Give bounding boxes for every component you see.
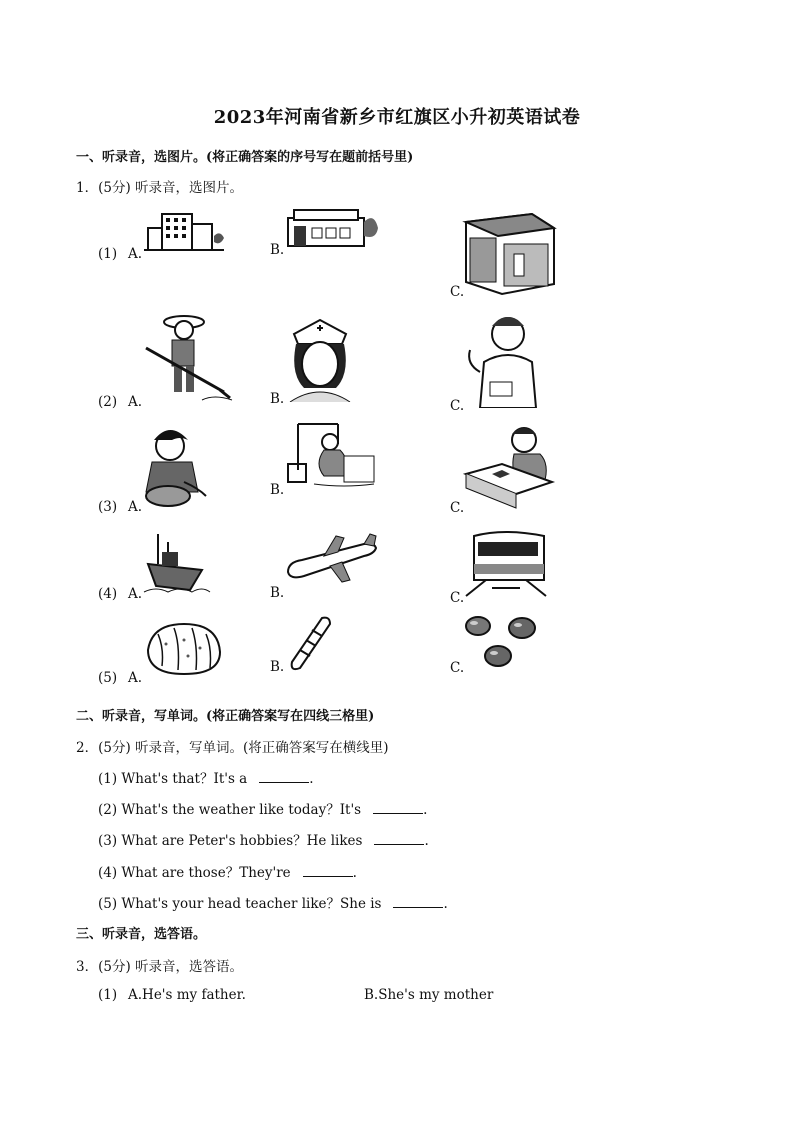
q2-item-1-blank[interactable]: [259, 769, 309, 783]
q1-row2-option-c: C.: [450, 398, 465, 414]
q1-row4-number: (4): [98, 586, 118, 602]
q1-row5-option-b: B.: [270, 659, 285, 675]
doctor-image: [462, 312, 540, 408]
ship-image: [142, 530, 212, 596]
q2-item-2-blank[interactable]: [373, 800, 423, 814]
section-3-heading: 三、听录音，选答语。: [76, 927, 207, 942]
q1-row1-option-c: C.: [450, 284, 465, 300]
q1-row1-option-a: A.: [128, 246, 143, 262]
section-2-heading: 二、听录音，写单词。(将正确答案写在四线三格里): [76, 709, 375, 724]
q1-row1-number: (1): [98, 246, 118, 262]
q2-item-1: (1) What's that？It's a .: [98, 771, 314, 787]
question-1-stem: 1．(5分) 听录音，选图片。: [76, 180, 244, 196]
q1-row3-option-b: B.: [270, 482, 285, 498]
q3-item-1-option-a[interactable]: A.He's my father.: [128, 987, 246, 1003]
train-image: [462, 528, 550, 598]
q1-row3-option-c: C.: [450, 500, 465, 516]
farmer-image: [142, 312, 236, 404]
q2-item-3-text: (3) What are Peter's hobbies？He likes: [98, 833, 363, 849]
q2-item-3-blank[interactable]: [374, 831, 424, 845]
washing-clothes-image: [142, 426, 210, 510]
q2-item-5-blank[interactable]: [393, 894, 443, 908]
q2-item-5-text: (5) What's your head teacher like？She is: [98, 896, 382, 912]
q1-row4-option-c: C.: [450, 590, 465, 606]
bread-image: [144, 620, 224, 678]
q2-item-3: (3) What are Peter's hobbies？He likes .: [98, 833, 429, 849]
school-building-image: [142, 206, 226, 254]
q1-row2-option-a: A.: [128, 394, 143, 410]
q2-item-5: (5) What's your head teacher like？She is .: [98, 896, 448, 912]
question-2-stem: 2．(5分) 听录音，写单词。(将正确答案写在横线里): [76, 740, 389, 756]
plane-image: [284, 532, 380, 584]
q2-item-4-text: (4) What are those？They're: [98, 865, 291, 881]
cleaning-table-image: [462, 424, 556, 510]
q2-item-4-blank[interactable]: [303, 863, 353, 877]
q3-item-1-option-b[interactable]: B.She's my mother: [364, 987, 494, 1003]
q1-row5-number: (5): [98, 670, 118, 686]
q1-row5-option-a: A.: [128, 670, 143, 686]
question-3-stem: 3．(5分) 听录音，选答语。: [76, 959, 244, 975]
q1-row2-number: (2): [98, 394, 118, 410]
q3-item-1-number: (1): [98, 987, 118, 1003]
section-1-heading: 一、听录音，选图片。(将正确答案的序号写在题前括号里): [76, 150, 414, 165]
q2-item-4: (4) What are those？They're .: [98, 865, 357, 881]
q2-item-2: (2) What's the weather like today？It's .: [98, 802, 428, 818]
q1-row4-option-b: B.: [270, 585, 285, 601]
q1-row3-number: (3): [98, 499, 118, 515]
q1-row2-option-b: B.: [270, 391, 285, 407]
q2-item-2-text: (2) What's the weather like today？It's: [98, 802, 362, 818]
sausage-image: [284, 612, 334, 672]
store-image: [284, 208, 380, 248]
q1-row5-option-c: C.: [450, 660, 465, 676]
eggs-image: [462, 612, 542, 672]
q1-row1-option-b: B.: [270, 242, 285, 258]
sweeping-image: [284, 420, 380, 492]
nurse-image: [284, 318, 356, 402]
q2-item-1-text: (1) What's that？It's a: [98, 771, 248, 787]
post-office-image: [462, 210, 558, 296]
page-title: 2023年河南省新乡市红旗区小升初英语试卷: [213, 107, 581, 128]
q1-row3-option-a: A.: [128, 499, 143, 515]
q1-row4-option-a: A.: [128, 586, 143, 602]
